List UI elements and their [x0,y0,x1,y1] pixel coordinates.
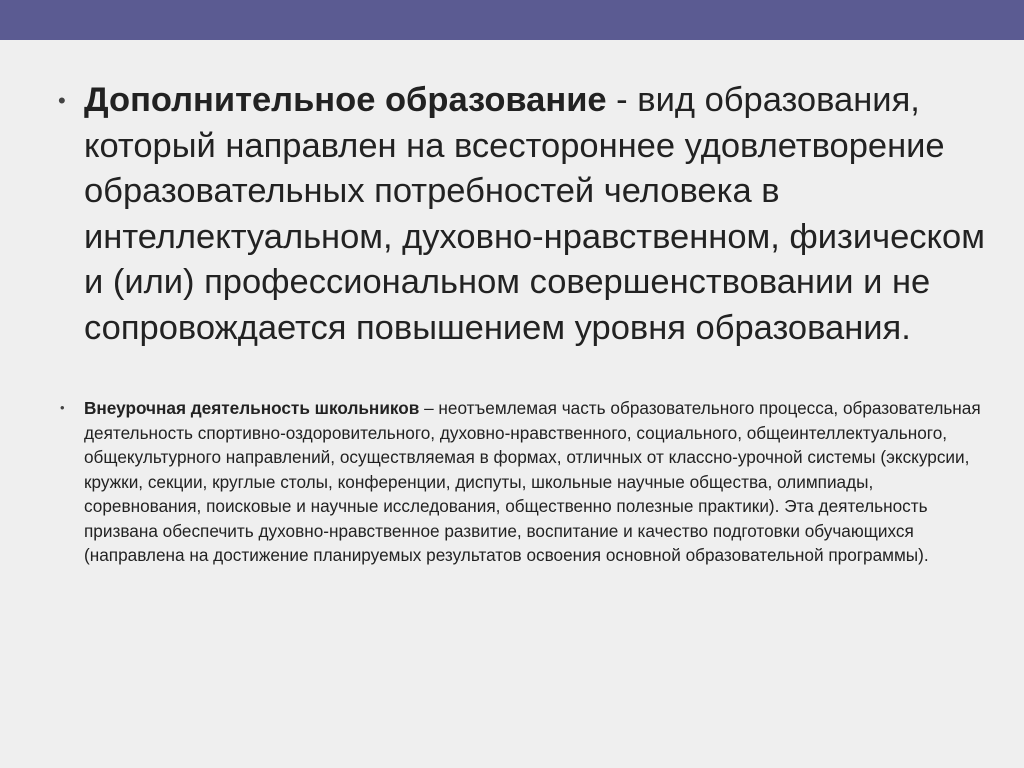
term-extracurricular-activity: Внеурочная деятельность школьников [84,398,420,418]
definition-extracurricular-activity: – неотъемлемая часть образовательного процесса, образовательная деятельность спортивно-оздоровительного, духовно-нравственного, социального, общеинтеллектуального, общекультурного направлений, осуществляемая в формах, отличных от классно-урочной системы (экскурсии, кружки, секции, круглые столы, конференции, диспуты, школьные научные общества, олимпиады, соревнования, поисковые и научные исследования, общественно полезные практики). Эта деятельность призвана обеспечить духовно-нравственное развитие, воспитание и качество подготовки обучающихся (направлена на достижение планируемых результатов освоения основной образовательной программы). [84,398,981,565]
slide-header-bar [0,0,1024,40]
bullet-marker: • [60,400,65,415]
term-additional-education: Дополнительное образование [84,81,607,119]
slide-content [56,78,986,568]
definition-additional-education: - вид образования, который направлен на всестороннее удовлетворение образовательных потребностей человека в интеллектуальном, духовно-нравственном, физическом и (или) профессиональном совершенствовании и не сопровождается повышением уровня образования. [84,81,985,347]
bullet-extracurricular-activity [56,396,986,568]
bullet-additional-education [56,78,986,351]
bullet-marker: • [58,88,66,113]
